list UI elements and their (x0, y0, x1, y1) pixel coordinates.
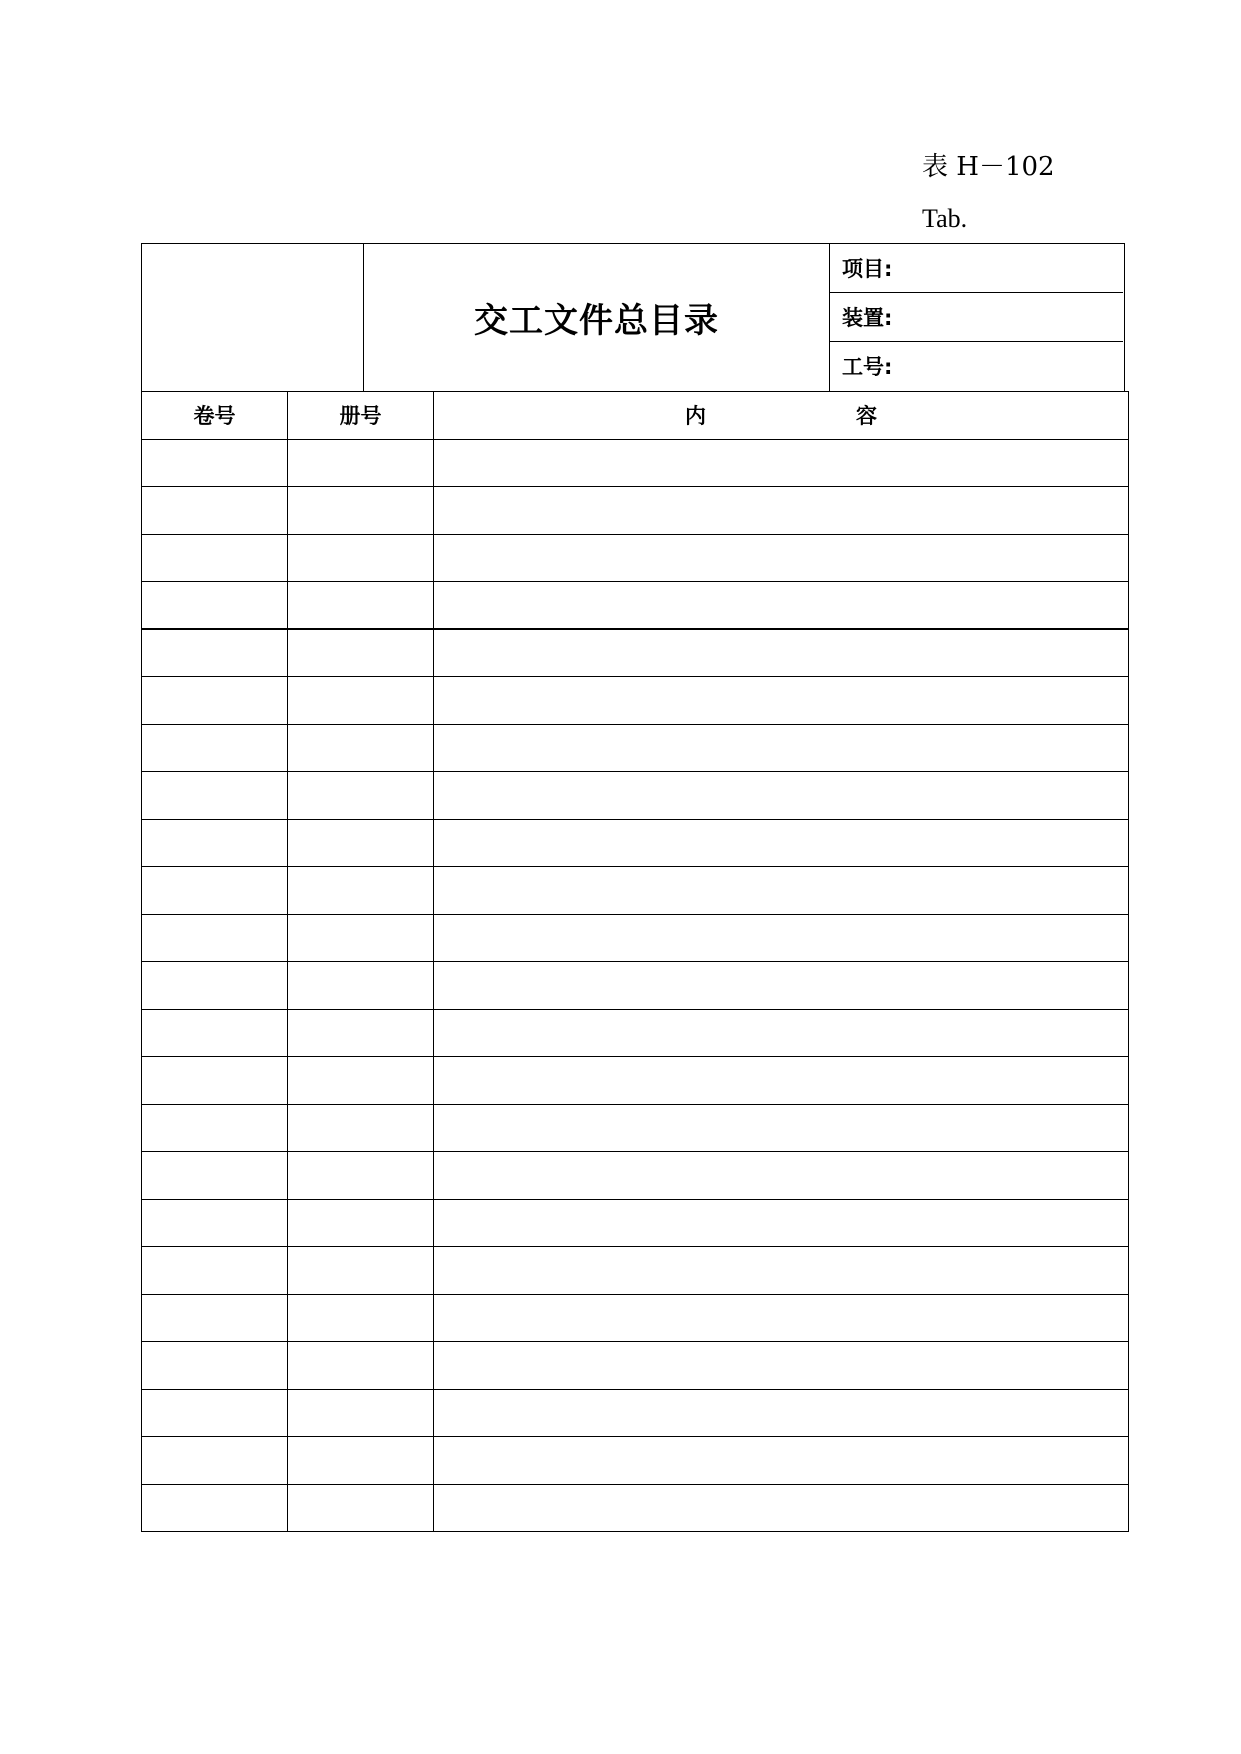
content-cell[interactable] (434, 629, 1129, 677)
book-no-cell[interactable] (288, 1484, 434, 1532)
content-cell[interactable] (434, 1104, 1129, 1152)
column-header-content (434, 392, 1129, 440)
book-no-cell[interactable] (288, 1104, 434, 1152)
book-no-cell[interactable] (288, 1152, 434, 1200)
book-no-cell[interactable] (288, 1247, 434, 1295)
table-row (142, 1152, 1129, 1200)
table-row (142, 1199, 1129, 1247)
volume-no-cell[interactable] (142, 1199, 288, 1247)
content-cell[interactable] (434, 1152, 1129, 1200)
volume-no-cell[interactable] (142, 772, 288, 820)
book-no-cell[interactable] (288, 962, 434, 1010)
table-row (142, 1437, 1129, 1485)
table-row (142, 534, 1129, 582)
content-cell[interactable] (434, 1294, 1129, 1342)
volume-no-cell[interactable] (142, 487, 288, 535)
book-no-cell[interactable] (288, 914, 434, 962)
table-row (142, 1104, 1129, 1152)
work-no-label: 工号: (842, 355, 893, 379)
table-row (142, 1057, 1129, 1105)
content-cell[interactable] (434, 724, 1129, 772)
content-cell[interactable] (434, 867, 1129, 915)
document-title: 交工文件总目录 (474, 301, 719, 341)
table-row (142, 1389, 1129, 1437)
content-cell[interactable] (434, 1199, 1129, 1247)
header-block (141, 243, 1125, 392)
table-row (142, 1294, 1129, 1342)
unit-field[interactable] (830, 293, 1123, 342)
contents-table (141, 391, 1129, 1532)
content-cell[interactable] (434, 819, 1129, 867)
table-row (142, 1484, 1129, 1532)
book-no-cell[interactable] (288, 772, 434, 820)
content-cell[interactable] (434, 1437, 1129, 1485)
content-cell[interactable] (434, 582, 1129, 630)
table-row (142, 1247, 1129, 1295)
book-no-cell[interactable] (288, 582, 434, 630)
book-no-cell[interactable] (288, 724, 434, 772)
book-no-cell[interactable] (288, 1294, 434, 1342)
content-cell[interactable] (434, 914, 1129, 962)
unit-label: 装置: (842, 306, 893, 330)
volume-no-cell[interactable] (142, 629, 288, 677)
table-row (142, 677, 1129, 725)
volume-no-cell[interactable] (142, 1484, 288, 1532)
volume-no-cell[interactable] (142, 819, 288, 867)
book-no-cell[interactable] (288, 1199, 434, 1247)
content-cell[interactable] (434, 487, 1129, 535)
table-row (142, 582, 1129, 630)
book-no-cell[interactable] (288, 677, 434, 725)
table-row (142, 1009, 1129, 1057)
content-cell[interactable] (434, 1057, 1129, 1105)
volume-no-cell[interactable] (142, 867, 288, 915)
book-no-cell[interactable] (288, 1342, 434, 1390)
table-row (142, 867, 1129, 915)
book-no-cell[interactable] (288, 439, 434, 487)
volume-no-cell[interactable] (142, 1389, 288, 1437)
table-row (142, 724, 1129, 772)
table-row (142, 487, 1129, 535)
table-row (142, 914, 1129, 962)
table-row (142, 629, 1129, 677)
content-cell[interactable] (434, 962, 1129, 1010)
meta-fields (830, 244, 1123, 391)
content-cell[interactable] (434, 1009, 1129, 1057)
book-no-cell[interactable] (288, 1437, 434, 1485)
book-no-cell[interactable] (288, 1057, 434, 1105)
form-code-english: Tab. (922, 204, 968, 233)
content-cell[interactable] (434, 772, 1129, 820)
column-header-volume-no: 卷号 (142, 392, 288, 440)
volume-no-cell[interactable] (142, 1247, 288, 1295)
book-no-cell[interactable] (288, 1389, 434, 1437)
book-no-cell[interactable] (288, 487, 434, 535)
content-cell[interactable] (434, 1484, 1129, 1532)
volume-no-cell[interactable] (142, 1009, 288, 1057)
content-cell[interactable] (434, 439, 1129, 487)
content-cell[interactable] (434, 1389, 1129, 1437)
volume-no-cell[interactable] (142, 1057, 288, 1105)
content-header-char-1: 内 (685, 404, 706, 429)
volume-no-cell[interactable] (142, 677, 288, 725)
table-row (142, 819, 1129, 867)
volume-no-cell[interactable] (142, 1104, 288, 1152)
table-row (142, 962, 1129, 1010)
content-cell[interactable] (434, 1342, 1129, 1390)
logo-cell (142, 244, 364, 391)
content-cell[interactable] (434, 1247, 1129, 1295)
volume-no-cell[interactable] (142, 534, 288, 582)
volume-no-cell[interactable] (142, 914, 288, 962)
table-row (142, 772, 1129, 820)
volume-no-cell[interactable] (142, 1152, 288, 1200)
project-label: 项目: (842, 257, 893, 281)
book-no-cell[interactable] (288, 534, 434, 582)
table-body (142, 439, 1129, 1532)
content-cell[interactable] (434, 534, 1129, 582)
content-header-char-2: 容 (856, 404, 877, 429)
volume-no-cell[interactable] (142, 962, 288, 1010)
volume-no-cell[interactable] (142, 724, 288, 772)
book-no-cell[interactable] (288, 629, 434, 677)
project-field[interactable] (830, 244, 1123, 293)
table-row (142, 439, 1129, 487)
table-row (142, 1342, 1129, 1390)
work-no-field[interactable] (830, 342, 1123, 390)
table-header-row (142, 392, 1129, 440)
column-header-book-no: 册号 (288, 392, 434, 440)
book-no-cell[interactable] (288, 867, 434, 915)
form-code: 表 H－102 (922, 152, 1055, 182)
volume-no-cell[interactable] (142, 439, 288, 487)
title-cell (364, 244, 830, 391)
book-no-cell[interactable] (288, 819, 434, 867)
content-cell[interactable] (434, 677, 1129, 725)
volume-no-cell[interactable] (142, 1294, 288, 1342)
volume-no-cell[interactable] (142, 1437, 288, 1485)
volume-no-cell[interactable] (142, 582, 288, 630)
book-no-cell[interactable] (288, 1009, 434, 1057)
volume-no-cell[interactable] (142, 1342, 288, 1390)
